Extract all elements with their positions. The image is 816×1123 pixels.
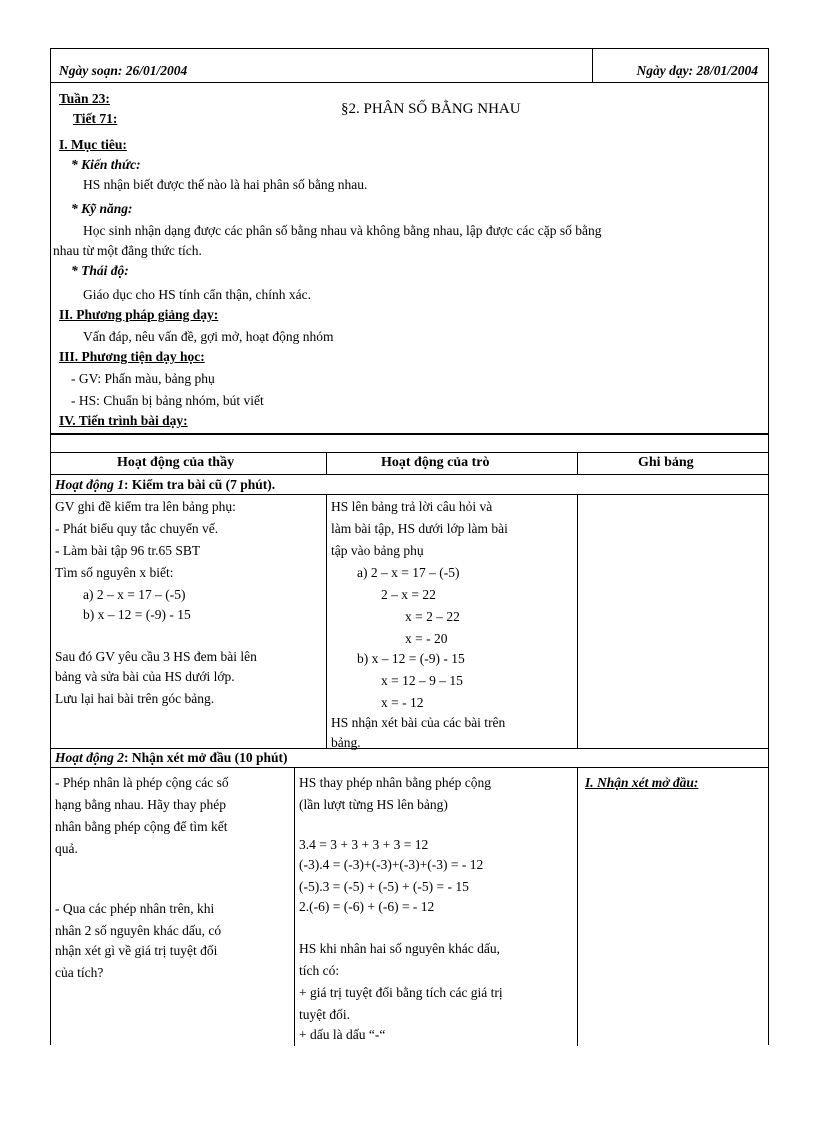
methods-heading: II. Phương pháp giảng dạy: <box>59 307 219 322</box>
a2-teacher-line: - Qua các phép nhân trên, khi <box>55 901 215 916</box>
header-col-divider-1 <box>326 452 327 474</box>
a1-teacher-line: b) x – 12 = (-9) - 15 <box>83 607 191 622</box>
a1-teacher-line: - Phát biểu quy tắc chuyển vế. <box>55 521 219 536</box>
attitude-label: * Thái độ: <box>71 263 129 278</box>
column-header-student: Hoạt động của trò <box>381 455 490 470</box>
a1-student-line: làm bài tập, HS dưới lớp làm bài <box>331 521 508 536</box>
a2-student-line: HS thay phép nhân bằng phép cộng <box>299 775 491 790</box>
means-hs: - HS: Chuẩn bị bảng nhóm, bút viết <box>71 393 264 408</box>
date-prepared: Ngày soạn: 26/01/2004 <box>59 63 188 78</box>
a2-student-line: 2.(-6) = (-6) + (-6) = - 12 <box>299 899 435 914</box>
skills-label: * Kỹ năng: <box>71 201 133 216</box>
a1-student-line: tập vào bảng phụ <box>331 543 424 558</box>
process-heading: IV. Tiến trình bài dạy: <box>59 413 188 428</box>
a2-teacher-line: - Phép nhân là phép cộng các số <box>55 775 229 790</box>
a2-student-line: HS khi nhân hai số nguyên khác dấu, <box>299 941 500 956</box>
a1-student-line: x = - 20 <box>405 631 448 646</box>
a2-student-line: 3.4 = 3 + 3 + 3 + 3 = 12 <box>299 837 429 852</box>
skills-text-2: nhau từ một đẳng thức tích. <box>53 243 202 258</box>
column-header-board: Ghi bảng <box>638 455 694 470</box>
activity-2-heading <box>55 750 288 766</box>
week-label: Tuần 23: <box>59 91 110 106</box>
a2-student-line: (-3).4 = (-3)+(-3)+(-3)+(-3) = - 12 <box>299 857 484 872</box>
date-taught: Ngày dạy: 28/01/2004 <box>636 63 758 78</box>
a1-teacher-line: GV ghi đề kiểm tra lên bảng phụ: <box>55 499 236 514</box>
activity-2-col-divider-1 <box>294 767 295 1046</box>
a1-student-line: bảng. <box>331 735 361 750</box>
a1-student-line: 2 – x = 22 <box>381 587 436 602</box>
a1-teacher-line: Tìm số nguyên x biết: <box>55 565 174 580</box>
a2-student-line: + dấu là dấu “-“ <box>299 1027 386 1042</box>
page-title: §2. PHÂN SỐ BẰNG NHAU <box>341 101 521 117</box>
activity-1-col-divider-1 <box>326 494 327 748</box>
activity-2-col-divider-2 <box>577 767 578 1046</box>
a1-student-line: x = 2 – 22 <box>405 609 460 624</box>
column-header-rule <box>51 474 768 475</box>
knowledge-text: HS nhận biết được thế nào là hai phân số bằng nhau. <box>83 177 368 192</box>
a2-teacher-line: của tích? <box>55 965 104 980</box>
a1-student-line: HS nhận xét bài của các bài trên <box>331 715 506 730</box>
objectives-heading: I. Mục tiêu: <box>59 137 127 152</box>
a2-teacher-line: nhân 2 số nguyên khác dấu, có <box>55 923 222 938</box>
period-label: Tiết 71: <box>73 111 118 126</box>
a2-student-line: (-5).3 = (-5) + (-5) + (-5) = - 15 <box>299 879 469 894</box>
activity-1-label: Hoạt động 1 <box>55 477 125 492</box>
a2-student-line: tích có: <box>299 963 340 978</box>
a2-teacher-line: hạng bằng nhau. Hãy thay phép <box>55 797 226 812</box>
a2-student-line: + giá trị tuyệt đối bằng tích các giá trị <box>299 985 503 1000</box>
a2-teacher-line: nhận xét gì về giá trị tuyệt đối <box>55 943 218 958</box>
activity-2-title: : Nhận xét mở đầu (10 phút) <box>124 750 288 765</box>
a1-teacher-line: a) 2 – x = 17 – (-5) <box>83 587 186 602</box>
a1-teacher-line: Sau đó GV yêu cầu 3 HS đem bài lên <box>55 649 257 664</box>
table-top-rule <box>51 452 768 453</box>
header-rule <box>51 82 768 83</box>
a1-teacher-line: Lưu lại hai bài trên góc bảng. <box>55 691 215 706</box>
a2-student-line: tuyệt đối. <box>299 1007 350 1022</box>
a1-teacher-line: bảng và sửa bài của HS dưới lớp. <box>55 669 235 684</box>
activity-1-heading <box>55 477 275 493</box>
a1-teacher-line: - Làm bài tập 96 tr.65 SBT <box>55 543 201 558</box>
a1-student-line: b) x – 12 = (-9) - 15 <box>357 651 465 666</box>
activity-1-title: : Kiểm tra bài cũ (7 phút). <box>124 477 276 492</box>
activity-2-heading-rule <box>51 767 768 768</box>
a2-teacher-line: quả. <box>55 841 78 856</box>
knowledge-label: * Kiến thức: <box>71 157 141 172</box>
activity-1-col-divider-2 <box>577 494 578 748</box>
activity-1-bottom-rule <box>51 748 768 749</box>
column-header-teacher: Hoạt động của thầy <box>117 455 235 470</box>
a2-student-line: (lần lượt từng HS lên bảng) <box>299 797 448 812</box>
a1-student-line: a) 2 – x = 17 – (-5) <box>357 565 460 580</box>
skills-text-1: Học sinh nhận dạng được các phân số bằng nhau và không bằng nhau, lập được các cặp số bằng <box>83 223 602 238</box>
methods-text: Vấn đáp, nêu vấn đề, gợi mở, hoạt động nhóm <box>83 329 334 344</box>
a2-board-heading: I. Nhận xét mở đầu: <box>585 775 699 790</box>
lesson-plan-page <box>50 48 769 1045</box>
activity-2-label: Hoạt động 2 <box>55 750 125 765</box>
a1-student-line: x = 12 – 9 – 15 <box>381 673 463 688</box>
section-rule <box>51 433 768 435</box>
attitude-text: Giáo dục cho HS tính cẩn thận, chính xác. <box>83 287 311 302</box>
header-col-divider-2 <box>577 452 578 474</box>
means-gv: - GV: Phấn màu, bảng phụ <box>71 371 215 386</box>
header-divider <box>592 49 593 82</box>
activity-1-heading-rule <box>51 494 768 495</box>
a2-teacher-line: nhân bằng phép cộng để tìm kết <box>55 819 228 834</box>
a1-student-line: x = - 12 <box>381 695 424 710</box>
means-heading: III. Phương tiện dạy học: <box>59 349 205 364</box>
a1-student-line: HS lên bảng trả lời câu hỏi và <box>331 499 493 514</box>
